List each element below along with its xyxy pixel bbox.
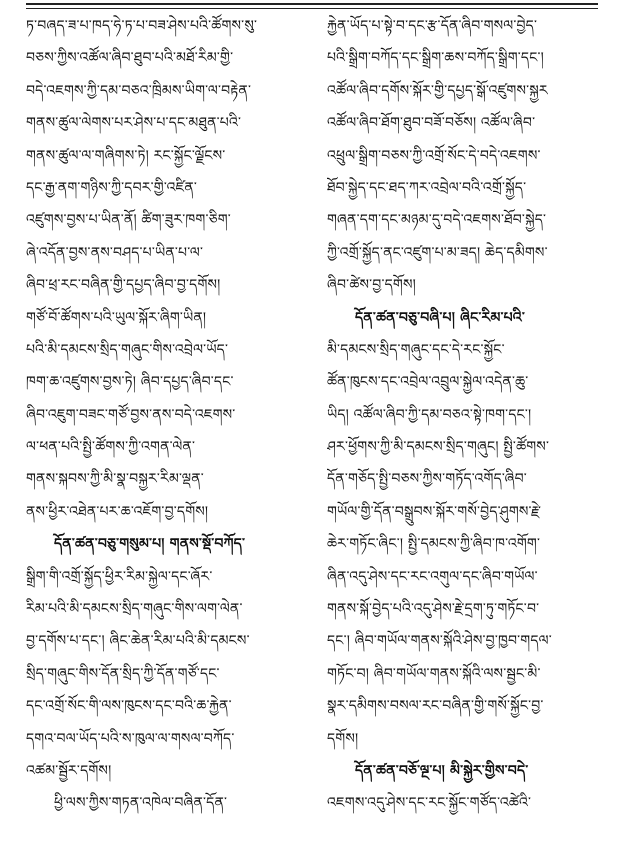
text-line: གཞན་དག་དང་མཉམ་དུ་བདེ་འཇགས་ཐོབ་སྐྱེད་ bbox=[327, 212, 547, 229]
text-line: འཚམ་སྦྱོར་དགོས། bbox=[26, 762, 112, 779]
text-line: ཆེར་གཏོང་ཞིང་། སྤྱི་དམངས་ཀྱི་ཞིབ་ཁ་འགོག་ bbox=[327, 536, 541, 553]
text-line: དགོས། bbox=[327, 730, 359, 747]
text-line: པའི་སྒྲིག་བཀོད་དང་སྒྲིག་ཆས་བཀོད་སྒྲིག་དང་། bbox=[327, 50, 544, 67]
text-line: བྱ་དགོས་པ་དང་། ཞིང་ཆེན་རིམ་པའི་མི་དམངས་ bbox=[26, 633, 250, 650]
text-line: འཛུགས་བྱས་པ་ཡིན་ནོ། ཚིག་ཟུར་ཁག་ཅིག་ bbox=[26, 212, 231, 229]
text-line: ཏ་བཞད་ཟ་པ་ཁད་ཧེ་ཏ་པ་བཟ་ཤེས་པའི་ཚོགས་སུ་ bbox=[26, 18, 258, 34]
text-line: གནས་ཚུལ་ལེགས་པར་ཤེས་པ་དང་མཐུན་པའི་ bbox=[26, 115, 242, 132]
text-line: ཞིབ་ཕྲ་རང་བཞིན་གྱི་དཔྱད་ཞིབ་བྱ་དགོས། bbox=[26, 277, 221, 294]
right-text-column bbox=[327, 10, 599, 820]
text-line: སྲིད་གཞུང་གིས་དོན་སྲིད་ཀྱི་དོན་གཙོ་དང་ bbox=[26, 665, 220, 682]
text-line: བདེ་འཇགས་ཀྱི་དམ་བཅའ་ཁྲིམས་ཡིག་ལ་བརྟེན་ bbox=[26, 82, 252, 99]
text-line: ཞེ་འདོན་བྱས་ནས་བཤད་པ་ཡིན་པ་ལ་ bbox=[26, 244, 204, 261]
text-line: སྒྲིག་གི་འགྲོ་སྐྱོད་ཕྱིར་རིམ་སྐྱེལ་དང་ཞོར་ bbox=[26, 568, 213, 585]
text-line: སྣར་དམིགས་བསལ་རང་བཞིན་གྱི་གསོ་སྐྱོང་བྱ་ bbox=[327, 698, 544, 715]
text-line: ཁག་ཆ་འཛུགས་བྱས་ཏེ། ཞིབ་དཔྱད་ཞིབ་དང་ bbox=[26, 374, 234, 391]
text-line: ལ་ཕན་པའི་སྤྱི་ཚོགས་ཀྱི་འགན་ལེན་ bbox=[26, 439, 196, 456]
text-line: ཚོན་ཁུངས་དང་འབྲེལ་འབྲུལ་སྐྱེལ་འདེན་ཆུ་ bbox=[327, 374, 529, 391]
article-heading: དོན་ཚན་བཅུ་བཞི་པ། ཞིང་རིམ་པའི་ bbox=[355, 309, 525, 326]
text-line: གཙོ་བོ་ཚོགས་པའི་ཡུལ་སྐོར་ཞིག་ཡིན། bbox=[26, 309, 207, 326]
text-line: ཞིབ་ཚེས་བྱ་དགོས། bbox=[327, 277, 416, 294]
text-line: ཤར་ཕྱོགས་ཀྱི་མི་དམངས་སྲིད་གཞུང། སྤྱི་ཚོགས་ bbox=[327, 439, 550, 456]
text-line: གཏོང་བ། ཞིབ་གཡོལ་གནས་སྐོའི་ལས་སྦྱང་མི་ bbox=[327, 665, 541, 682]
text-line: ཀྱི་འགྲོ་སྐྱོད་ནང་འཛུག་པ་མ་ཟད། ཆེད་དམིགས་ bbox=[327, 244, 548, 261]
text-line: གནས་སྐོ་བྱེད་པའི་འདུ་ཤེས་རྗེ་དྲག་ཏུ་གཏོང་བ་ bbox=[327, 601, 540, 618]
text-line: འཚོལ་ཞིབ་ཐོག་ཐུབ་བཟོ་བཅོས། འཚོལ་ཞིབ་ bbox=[327, 115, 536, 132]
top-rule bbox=[26, 3, 598, 9]
text-line: ཕྱི་ལས་ཀྱིས་གཏན་འཁེལ་བཞིན་དོན་ bbox=[54, 795, 228, 812]
text-line: རིམ་པའི་མི་དམངས་སྲིད་གཞུང་གིས་ལག་ལེན་ bbox=[26, 601, 243, 618]
text-line: ཡིད། འཚོལ་ཞིབ་ཀྱི་དམ་བཅའ་སྟེ་ཁག་དང་། bbox=[327, 406, 532, 423]
text-line: དོན་གཅོད་སྤྱི་བཅས་ཀྱིས་གཏོད་འགོད་ཞིབ་ bbox=[327, 471, 527, 488]
left-text-column bbox=[26, 10, 316, 820]
text-line: འཚོལ་ཞིབ་དགོས་སྐོར་གྱི་དཔྱད་སྒོ་འཛུགས་སྐྱར bbox=[327, 82, 548, 99]
text-line: གནས་ཚུལ་ལ་གཞིགས་ཏེ། རང་སྐྱོང་ལྗོངས་ bbox=[26, 147, 226, 164]
text-line: དང་། ཞིབ་གཡོལ་གནས་སྐོའི་ཤེས་བྱ་ཁྱབ་གདལ་ bbox=[327, 633, 552, 650]
text-line: འཕྲུལ་སྒྲིག་བཅས་ཀྱི་འགྲོ་སོང་དེ་བདེ་འཇགས་ bbox=[327, 147, 541, 164]
text-line: གནས་སྐབས་ཀྱི་མི་སྣ་བསྐྱར་རིམ་ལྡན་ bbox=[26, 471, 204, 488]
text-line: ཞིན་འདུ་ཤེས་དང་རང་འགུལ་དང་ཞིབ་གཡོལ་ bbox=[327, 568, 538, 585]
text-line: མི་དམངས་སྲིད་གཞུང་དང་དེ་རང་སྐྱོང་ bbox=[327, 341, 505, 358]
text-line: ནས་ཕྱིར་འཐེན་པར་ཆ་འཇོག་བྱ་དགོས། bbox=[26, 503, 209, 520]
text-line: རྐྱེན་ཡོད་པ་སྟེ་བ་དང་རྩ་དོན་ཞིབ་གསལ་བྱེད་ bbox=[327, 18, 538, 34]
text-line: གཡོལ་གྱི་དོན་བསྒྲུབས་སྐོར་གསོ་བྱེད་ཤུགས་རྗེ་ bbox=[327, 503, 542, 520]
text-line: དང་འགྲོ་སོང་གི་ལས་ཁུངས་དང་བའི་ཆ་རྐྱེན་ bbox=[26, 698, 232, 715]
article-heading: དོན་ཚན་བཅོ་ལྔ་པ། མི་སྐྱེར་གྱིས་བདེ་ bbox=[355, 762, 529, 779]
article-heading: དོན་ཚན་བཅུ་གསུམ་པ། གནས་སྡོ་བཀོད་ bbox=[54, 536, 246, 553]
text-line: ཞིབ་འཇུག་བཟང་གཙོ་བྱས་ནས་བདེ་འཇགས་ bbox=[26, 406, 236, 423]
text-line: འཇགས་འདུ་ཤེས་དང་རང་སྐྱོང་གཙོད་འཚེའི་ bbox=[327, 795, 532, 812]
text-line: དགའ་བལ་ཡོད་པའི་ས་ཁུལ་ལ་གསལ་བཀོད་ bbox=[26, 730, 235, 747]
text-line: དང་རྒྱ་ནག་གཉིས་ཀྱི་དབར་གྱི་འཛིན་ bbox=[26, 179, 198, 196]
text-line: པའི་མི་དམངས་སྲིད་གཞུང་གིས་འབྲེལ་ཡོད་ bbox=[26, 341, 229, 358]
text-line: ཐོབ་སྐྱེད་དང་ཐད་ཀར་འབྲེལ་བའི་འགྲོ་སྐྱོད་ bbox=[327, 179, 527, 196]
text-line: བཅས་ཀྱིས་འཚོལ་ཞིབ་ཐུབ་པའི་མཐོ་རིམ་གྱི་ bbox=[26, 50, 234, 67]
